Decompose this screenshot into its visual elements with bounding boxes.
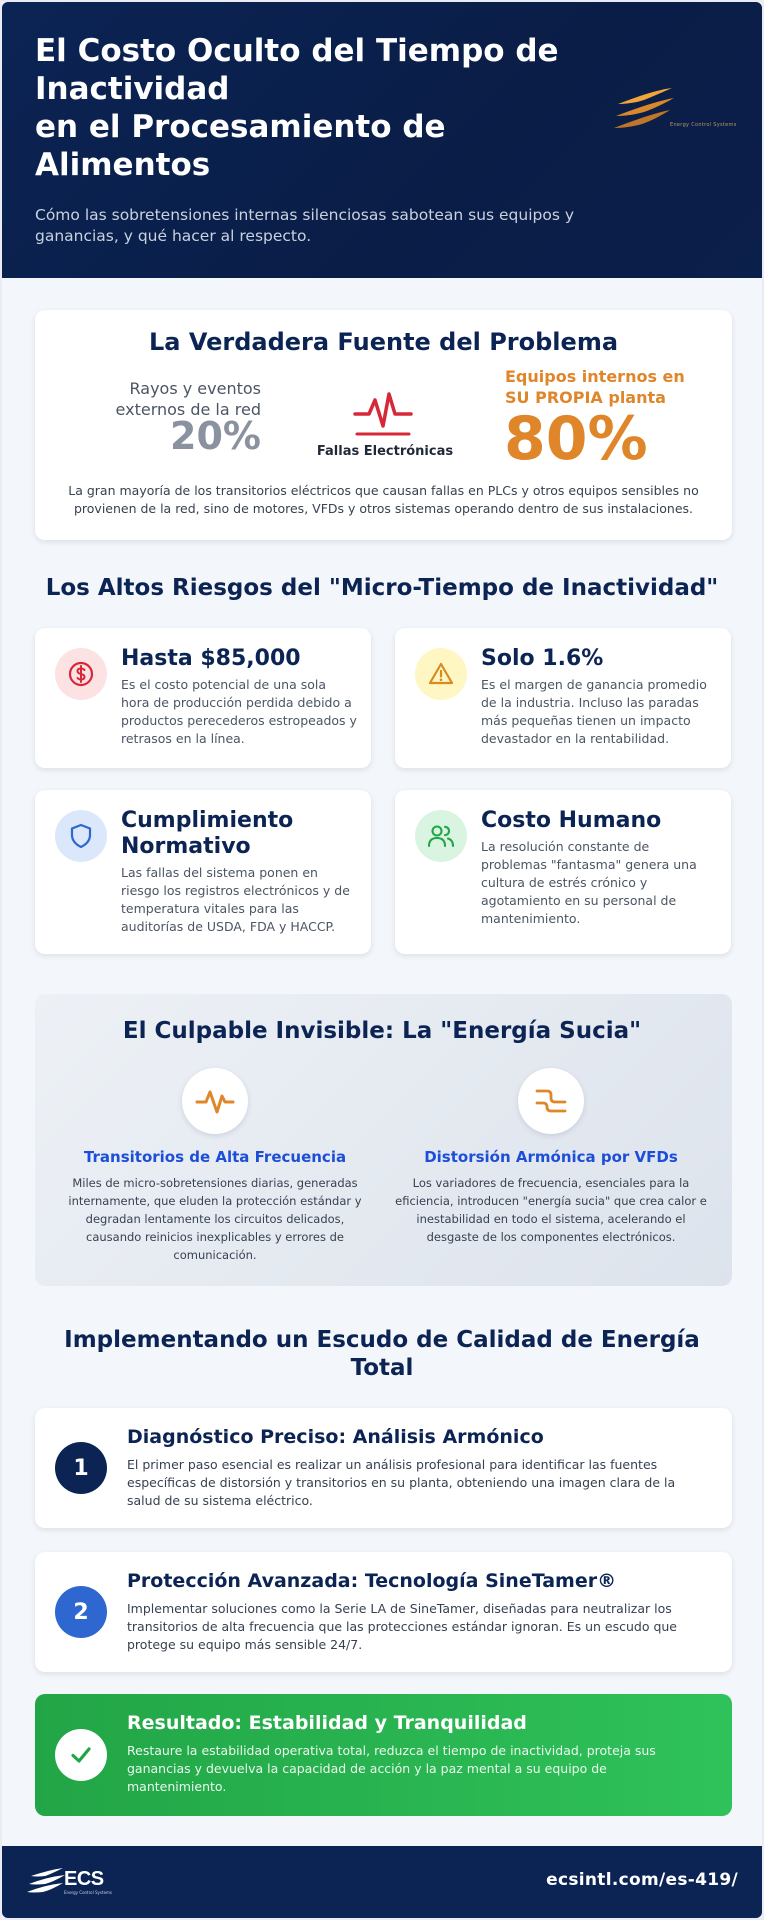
external-label: Rayos y eventos externos de la red xyxy=(115,379,261,419)
harmonics-heading: Distorsión Armónica por VFDs xyxy=(424,1148,678,1166)
step-heading-diagnosis: Diagnóstico Preciso: Análisis Armónico xyxy=(127,1426,544,1448)
step-heading-protection: Protección Avanzada: Tecnología SineTamer® xyxy=(127,1570,617,1592)
risk-text-human: La resolución constante de problemas "fantasma" genera una cultura de estrés crónico y agotamiento en su personal de mantenimiento. xyxy=(481,839,697,926)
risk-card-margin xyxy=(395,628,731,768)
risk-heading-compliance: Cumplimiento Normativo xyxy=(121,808,294,859)
footer-logo-text: ECS xyxy=(64,1868,104,1890)
result-text: Restaure la estabilidad operativa total, reduzca el tiempo de inactividad, proteja sus ganancias y devuelva la capacidad de acción y la paz mental a su equipo de mantenimiento. xyxy=(127,1743,656,1794)
check-icon xyxy=(55,1729,107,1781)
footer xyxy=(2,1846,762,1918)
risk-text-margin: Es el margen de ganancia promedio de la industria. Incluso las paradas más pequeñas tienen un impacto devastador en la rentabilidad. xyxy=(481,677,707,746)
dirty-energy-title: El Culpable Invisible: La "Energía Sucia" xyxy=(122,1018,642,1044)
risk-heading-cost: Hasta $85,000 xyxy=(121,646,301,671)
internal-percent: 80% xyxy=(504,404,648,474)
ecs-logo-text: Energy Control Systems xyxy=(670,122,737,128)
infographic-page xyxy=(2,2,762,1918)
source-card xyxy=(35,310,732,540)
risk-heading-human: Costo Humano xyxy=(481,808,662,833)
harmonics-text: Los variadores de frecuencia, esenciales para la eficiencia, introducen "energía sucia" que crea calor e inestabilidad en todo el sistema, acelerando el desgaste de los componentes electrónicos. xyxy=(395,1176,707,1244)
transients-text: Miles de micro-sobretensiones diarias, generadas internamente, que eluden la protección estándar y degradan lentamente los circuitos delicados, causando reinicios inexplicables y errores de comunicación. xyxy=(68,1176,362,1262)
users-icon xyxy=(415,810,467,862)
wave-icon xyxy=(518,1068,584,1134)
source-description: La gran mayoría de los transitorios eléctricos que causan fallas en PLCs y otros equipos sensibles no provienen de la red, sino de motores, VFDs y otros sistemas operando dentro de sus instalaciones. xyxy=(68,483,699,516)
risk-heading-margin: Solo 1.6% xyxy=(481,646,604,671)
pulse-icon xyxy=(182,1068,248,1134)
risk-card-compliance xyxy=(35,790,371,954)
footer-url-link[interactable]: ecsintl.com/es-419/ xyxy=(546,1870,738,1890)
result-heading: Resultado: Estabilidad y Tranquilidad xyxy=(127,1712,527,1734)
step-number-1: 1 xyxy=(55,1442,107,1494)
page-title: El Costo Oculto del Tiempo de Inactividad en el Procesamiento de Alimentos xyxy=(35,33,559,183)
step-text-protection: Implementar soluciones como la Serie LA de SineTamer, diseñadas para neutralizar los transitorios de alta frecuencia que las protecciones estándar ignoran. Es un escudo que protege su equipo más sensible 24/7. xyxy=(127,1601,677,1652)
shield-icon xyxy=(55,810,107,862)
internal-label: Equipos internos en SU PROPIA planta xyxy=(505,367,685,407)
failures-label: Fallas Electrónicas xyxy=(316,444,454,459)
transients-heading: Transitorios de Alta Frecuencia xyxy=(83,1148,347,1166)
pulse-icon xyxy=(353,386,413,438)
risk-card-cost xyxy=(35,628,371,768)
header-banner xyxy=(2,2,762,278)
risk-text-cost: Es el costo potencial de una sola hora de producción perdida debido a productos perecederos estropeados y retrasos en la línea. xyxy=(121,677,357,746)
risk-text-compliance: Las fallas del sistema ponen en riesgo los registros electrónicos y de temperatura vitales para las auditorías de USDA, FDA y HACCP. xyxy=(121,865,350,934)
footer-logo-subtext: Energy Control Systems xyxy=(64,1890,113,1895)
warning-icon xyxy=(415,648,467,700)
external-percent: 20% xyxy=(170,414,261,458)
source-title: La Verdadera Fuente del Problema xyxy=(148,328,619,356)
step-card-protection xyxy=(35,1552,732,1672)
step-text-diagnosis: El primer paso esencial es realizar un análisis profesional para identificar las fuentes específicas de distorsión y transitorios en su planta, obteniendo una imagen clara de la salud de su sistema eléctrico. xyxy=(127,1457,676,1508)
step-card-diagnosis xyxy=(35,1408,732,1528)
shield-title: Implementando un Escudo de Calidad de Energía Total xyxy=(64,1327,700,1381)
risk-card-human xyxy=(395,790,731,954)
risks-title: Los Altos Riesgos del "Micro-Tiempo de Inactividad" xyxy=(45,575,719,601)
dollar-icon xyxy=(55,648,107,700)
step-number-2: 2 xyxy=(55,1586,107,1638)
page-subtitle: Cómo las sobretensiones internas silenciosas sabotean sus equipos y ganancias, y qué hacer al respecto. xyxy=(35,206,575,245)
result-card xyxy=(35,1694,732,1816)
